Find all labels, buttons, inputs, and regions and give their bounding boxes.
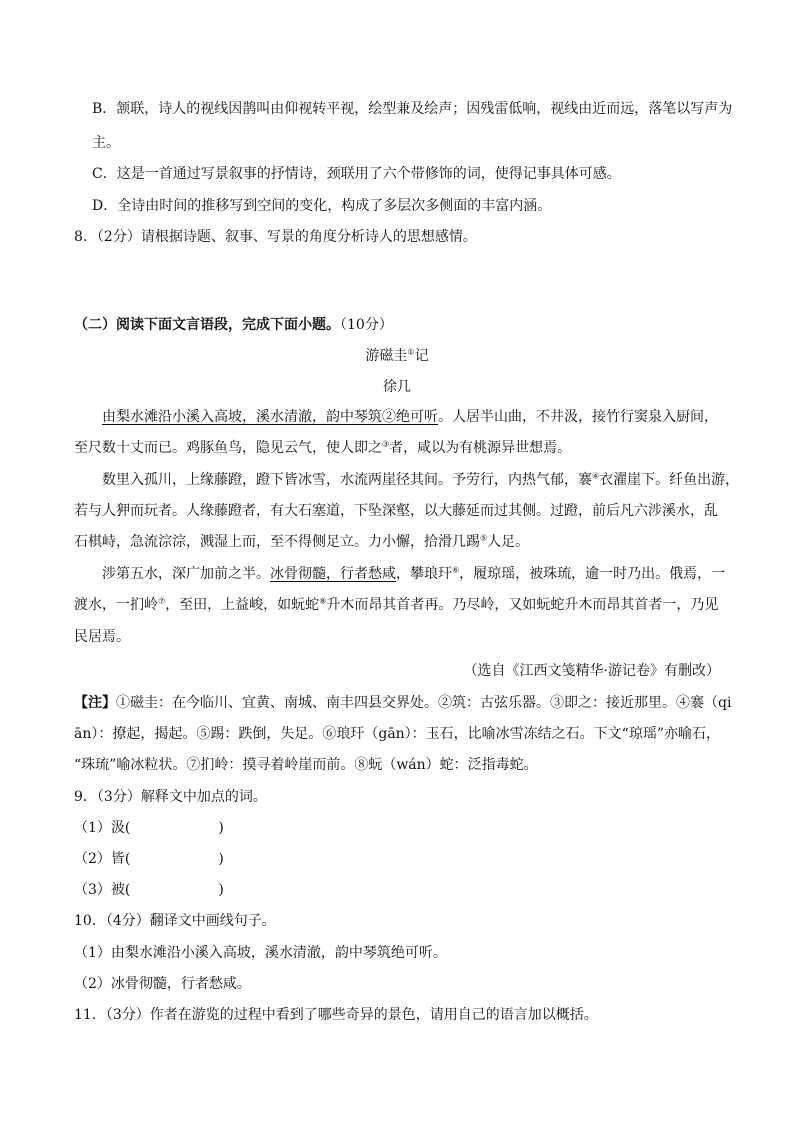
note-3-marker: ③ [382, 439, 390, 449]
q9-item-2-label: （2）皆( [74, 851, 131, 867]
passage-p2-line3-b: 人足。 [487, 534, 530, 550]
q9-item-3 [74, 879, 224, 901]
q8-stem: 8．（2分）请根据诗题、叙事、写景的角度分析诗人的思想感情。 [74, 229, 477, 245]
passage-title-b: 记 [414, 348, 429, 364]
q9-item-2-close: ) [218, 851, 224, 867]
passage-author: 徐几 [383, 379, 411, 395]
q7-option-b-line2: 主。 [92, 135, 120, 151]
q9-item-1-close: ) [218, 820, 224, 836]
passage-p3-line3: 民居焉。 [74, 629, 130, 645]
passage-p1-line1 [102, 406, 718, 428]
passage-source: （选自《江西文笺精华·游记卷》有删改） [463, 663, 720, 679]
passage-p3-line1 [102, 563, 725, 585]
passage-title-a: 游磁圭 [365, 348, 408, 364]
q11-stem: 11．（3分）作者在游览的过程中看到了哪些奇异的景色，请用自己的语言加以概括。 [74, 1007, 598, 1023]
q9-item-3-close: ) [218, 882, 224, 898]
notes-line2: ān）：撩起，揭起。⑤踢：跌倒，失足。⑥琅玕（gān）：玉石，比喻冰雪冻结之石。下文“琼瑶”亦喻石， [74, 726, 721, 742]
q7-option-d: D．全诗由时间的推移写到空间的变化，构成了多层次多侧面的丰富内涵。 [92, 198, 552, 214]
passage-p3-line2-a: 渡水，一扪岭 [74, 597, 158, 613]
passage-p2-line3 [74, 531, 529, 553]
q9-item-1 [74, 817, 224, 839]
underlined-sentence-2: 冰骨彻髓，行者愁咸 [270, 566, 396, 582]
section2-points: （10分） [340, 317, 393, 333]
underlined-sentence-1b: 绝可听 [396, 409, 438, 425]
passage-title-note: ① [407, 347, 415, 357]
passage-p2-line1-a: 数里入孤川，上缘藤蹬，蹬下皆冰雪，水流两崖径其间。予劳行，内热气郁，褰 [102, 472, 592, 488]
q9-item-3-label: （3）被( [74, 882, 131, 898]
notes-line3: “珠琉”喻冰粒状。⑦扪岭：摸寻着岭崖而前。⑧蚖（wán）蛇：泛指毒蛇。 [74, 757, 538, 773]
q7-option-b-line1: B．颔联，诗人的视线因鹊叫由仰视转平视，绘型兼及绘声；因残雷低响，视线由近而远，落笔以写声为 [92, 101, 733, 117]
note-4-marker: ④ [592, 471, 600, 481]
note-7-marker: ⑦ [158, 596, 166, 606]
passage-p1-line2-a: 至尺数十丈而已。鸡豚鱼鸟，隐见云气，使人即之 [74, 440, 382, 456]
passage-p1-line2-b: 者，咸以为有桃源异世想焉。 [389, 440, 572, 456]
passage-p3-line2-b: ，至田，上益峻，如蚖蛇 [165, 597, 320, 613]
underlined-sentence-1a: 由梨水滩沿小溪入高坡，溪水清澈，韵中琴筑 [102, 409, 382, 425]
passage-p1-line2 [74, 437, 571, 459]
q10-sentence-2: （2）冰骨彻髓，行者愁咸。 [74, 976, 251, 992]
passage-p2-line3-a: 石棋峙，急流淙淙，溅湿上而，至不得侧足立。力小懈，拾滑几踢 [74, 534, 480, 550]
passage-p1-line1-rest: 。人居半山曲，不井汲，接竹行窦泉入厨间， [438, 409, 718, 425]
note-2-marker: ② [382, 409, 396, 425]
passage-p3-line2-c: 升木而昂其首者再。乃尽岭，又如蚖蛇升木而昂其首者一，乃见 [326, 597, 719, 613]
passage-p3-line1-a: 涉第五水，深广加前之半。 [102, 566, 270, 582]
passage-p2-line2: 若与人狎而玩者。人缘藤蹬者，有大石塞道，下坠深壑，以大藤延而过其侧。过蹬，前后凡六涉溪水，乱 [74, 503, 718, 519]
note-8-marker: ⑧ [319, 596, 327, 606]
passage-p3-line2 [74, 594, 718, 616]
notes-line1 [74, 692, 731, 714]
note-6-marker: ⑥ [452, 565, 460, 575]
passage-p3-line1-b: ，攀琅玕 [396, 566, 452, 582]
notes-label: 【注】 [74, 695, 116, 711]
section2-heading-text: （二）阅读下面文言语段，完成下面小题。 [74, 317, 340, 333]
note-5-marker: ⑤ [480, 533, 488, 543]
passage-p2-line1-b: 衣濯崖下。纤鱼出游， [599, 472, 740, 488]
passage-p2-line1 [102, 469, 739, 491]
q7-option-c: C．这是一首通过写景叙事的抒情诗，颈联用了六个带修饰的词，使得记事具体可感。 [92, 166, 621, 182]
q9-item-1-label: （1）汲( [74, 820, 131, 836]
q9-stem: 9．（3分）解释文中加点的词。 [74, 789, 267, 805]
q9-item-2 [74, 848, 224, 870]
passage-title [0, 345, 794, 367]
notes-line1-text: ①磁圭：在今临川、宜黄、南城、南丰四县交界处。②筑：古弦乐器。③即之：接近那里。④褰（qi [116, 695, 732, 711]
q10-sentence-1: （1）由梨水滩沿小溪入高坡，溪水清澈，韵中琴筑绝可听。 [74, 945, 447, 961]
q10-stem: 10．（4分）翻译文中画线句子。 [74, 913, 276, 929]
section2-heading [74, 314, 393, 336]
passage-p3-line1-c: ，履琼瑶，被珠琉，逾一时乃出。俄焉，一 [459, 566, 726, 582]
